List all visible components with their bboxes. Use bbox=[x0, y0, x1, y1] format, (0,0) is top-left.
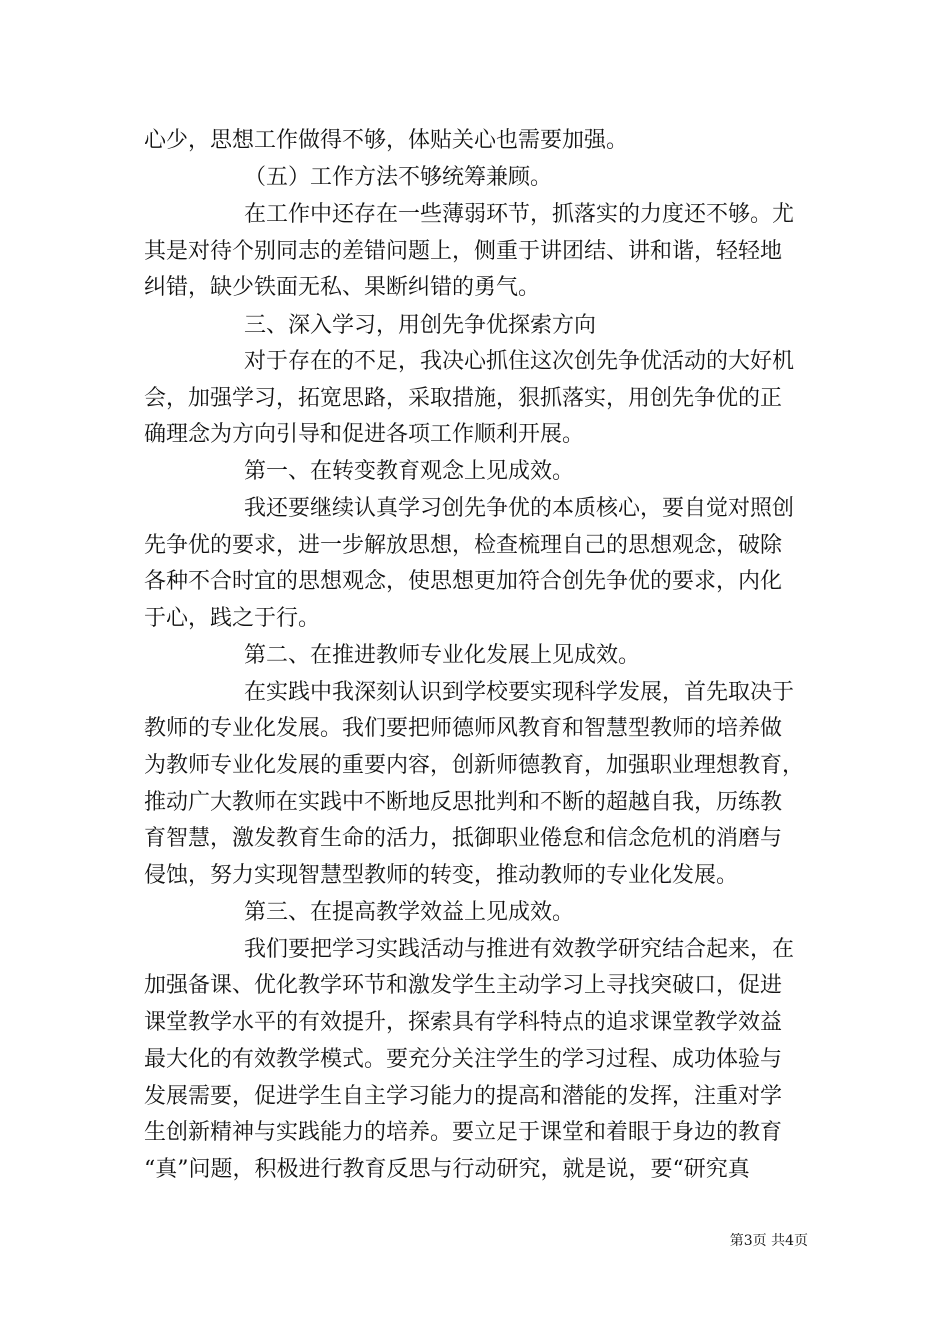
text-line: 心少，思想工作做得不够，体贴关心也需要加强。 bbox=[144, 128, 629, 153]
text-line: 育智慧，激发教育生命的活力，抵御职业倦怠和信念危机的消磨与 bbox=[144, 826, 783, 851]
text-line: 我们要把学习实践活动与推进有效教学研究结合起来，在 bbox=[244, 937, 795, 962]
text-line: 在工作中还存在一些薄弱环节，抓落实的力度还不够。尤 bbox=[244, 202, 795, 227]
text-line: 课堂教学水平的有效提升，探索具有学科特点的追求课堂教学效益 bbox=[144, 1010, 783, 1035]
text-line: 在实践中我深刻认识到学校要实现科学发展，首先取决于 bbox=[244, 680, 795, 705]
text-line: 我还要继续认真学习创先争优的本质核心，要自觉对照创 bbox=[244, 496, 795, 521]
text-line: 各种不合时宜的思想观念，使思想更加符合创先争优的要求，内化 bbox=[144, 569, 783, 594]
text-line: 生创新精神与实践能力的培养。要立足于课堂和着眼于身边的教育 bbox=[144, 1120, 783, 1145]
text-line: 加强备课、优化教学环节和激发学生主动学习上寻找突破口，促进 bbox=[144, 973, 783, 998]
text-line: 对于存在的不足，我决心抓住这次创先争优活动的大好机 bbox=[244, 349, 795, 374]
subsection-heading: （五）工作方法不够统筹兼顾。 bbox=[244, 165, 553, 190]
section-heading: 三、深入学习，用创先争优探索方向 bbox=[244, 313, 597, 338]
text-line: 为教师专业化发展的重要内容，创新师德教育，加强职业理想教育， bbox=[144, 753, 805, 778]
text-line: 先争优的要求，进一步解放思想，检查梳理自己的思想观念，破除 bbox=[144, 533, 783, 558]
text-line: 最大化的有效教学模式。要充分关注学生的学习过程、成功体验与 bbox=[144, 1047, 783, 1072]
text-line: 发展需要，促进学生自主学习能力的提高和潜能的发挥，注重对学 bbox=[144, 1084, 783, 1109]
subsection-heading: 第三、在提高教学效益上见成效。 bbox=[244, 900, 575, 925]
text-line: 会，加强学习，拓宽思路，采取措施，狠抓落实，用创先争优的正 bbox=[144, 386, 783, 411]
text-line: 其是对待个别同志的差错问题上，侧重于讲团结、讲和谐，轻轻地 bbox=[144, 239, 783, 264]
text-line: 教师的专业化发展。我们要把师德师风教育和智慧型教师的培养做 bbox=[144, 716, 783, 741]
text-line: 于心，践之于行。 bbox=[144, 606, 321, 631]
text-line: 纠错，缺少铁面无私、果断纠错的勇气。 bbox=[144, 275, 541, 300]
subsection-heading: 第一、在转变教育观念上见成效。 bbox=[244, 459, 575, 484]
subsection-heading: 第二、在推进教师专业化发展上见成效。 bbox=[244, 643, 641, 668]
text-line: 侵蚀，努力实现智慧型教师的转变，推动教师的专业化发展。 bbox=[144, 863, 739, 888]
text-line: “真”问题，积极进行教育反思与行动研究，就是说，要“研究真 bbox=[144, 1157, 750, 1182]
text-line: 推动广大教师在实践中不断地反思批判和不断的超越自我，历练教 bbox=[144, 790, 783, 815]
text-line: 确理念为方向引导和促进各项工作顺利开展。 bbox=[144, 422, 585, 447]
page-number-footer: 第3页 共4页 bbox=[729, 1233, 808, 1249]
